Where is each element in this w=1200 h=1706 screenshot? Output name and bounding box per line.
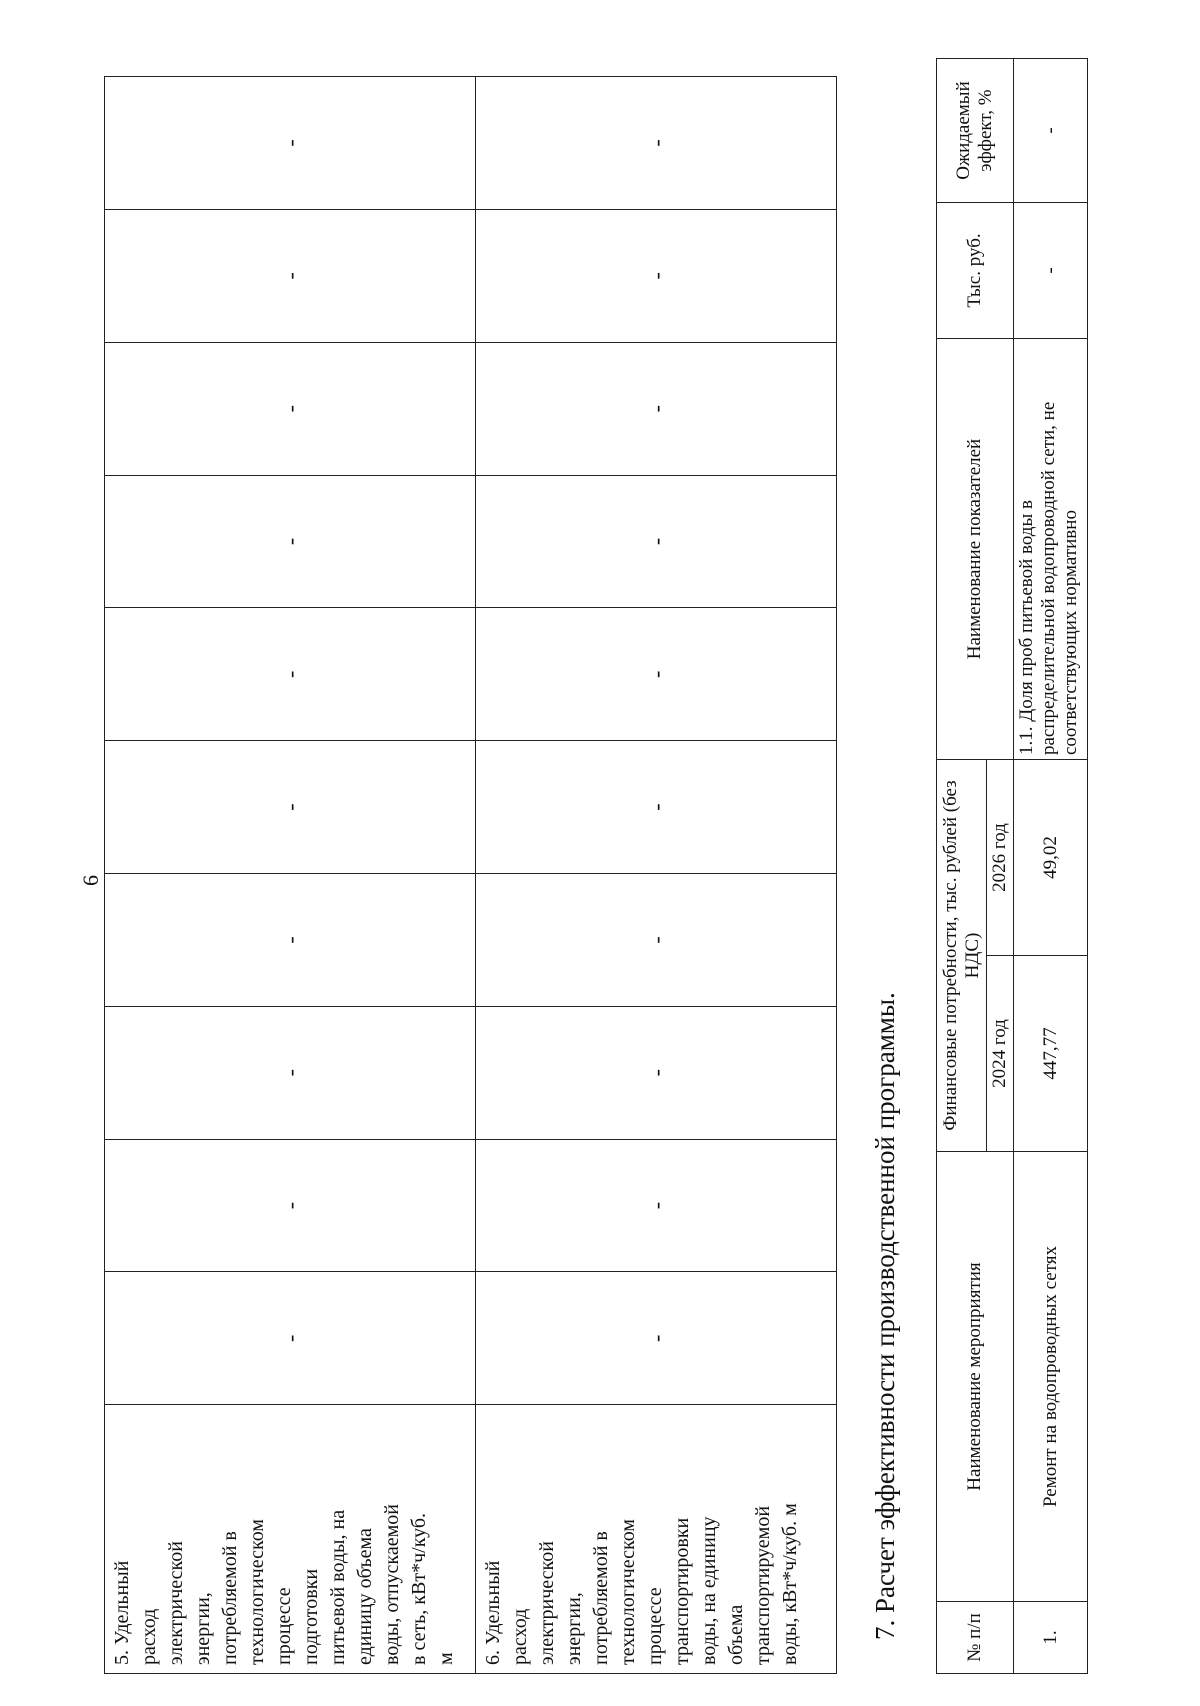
indicator-line: транспортировки — [671, 1517, 693, 1665]
indicator-line: потребляемой в — [219, 1531, 241, 1665]
value-cell: - — [476, 77, 837, 210]
row-measure: Ремонт на водопроводных сетях — [1014, 1152, 1088, 1602]
row-value-2024: 447,77 — [1014, 956, 1088, 1152]
indicator-line: питьевой воды, на — [327, 1509, 349, 1665]
row-effect: - — [1014, 59, 1088, 203]
indicator-line: процессе — [644, 1587, 666, 1665]
indicator-line: воды, на единицу — [698, 1516, 720, 1665]
header-thousand-rub: Тыс. руб. — [937, 203, 1014, 339]
indicator-line: расход — [138, 1608, 160, 1665]
header-finance: Финансовые потребности, тыс. рублей (без НДС) — [937, 760, 987, 1152]
header-year-2026: 2026 год — [987, 760, 1014, 956]
value-cell: - — [105, 1006, 476, 1139]
indicator-line: воды, отпускаемой — [381, 1504, 403, 1665]
value-cell: - — [105, 1272, 476, 1405]
header-num: № п/п — [937, 1602, 1014, 1674]
value-cell: - — [476, 342, 837, 475]
value-cell: - — [476, 1006, 837, 1139]
table-row — [1014, 59, 1088, 1674]
row-num: 1. — [1014, 1602, 1088, 1674]
table-row — [105, 77, 476, 1674]
page-number: 6 — [78, 875, 103, 886]
indicator-line: технологическом — [617, 1519, 639, 1665]
value-cell: - — [105, 741, 476, 874]
value-cell: - — [476, 608, 837, 741]
value-cell: - — [476, 741, 837, 874]
indicator-line: расход — [509, 1608, 531, 1665]
value-cell: - — [105, 77, 476, 210]
header-indicator: Наименование показателей — [937, 339, 1014, 760]
indicator-line: процессе — [273, 1587, 295, 1665]
indicator-line: в сеть, кВт*ч/куб. — [408, 1512, 430, 1665]
value-cell: - — [476, 475, 837, 608]
row-thousand-rub: - — [1014, 203, 1088, 339]
indicator-line: электрической — [165, 1541, 187, 1665]
table-header-row — [937, 59, 987, 1674]
indicator-line: потребляемой в — [590, 1531, 612, 1665]
value-cell: - — [105, 874, 476, 1007]
value-cell: - — [105, 475, 476, 608]
value-cell: - — [105, 342, 476, 475]
row-value-2026: 49,02 — [1014, 760, 1088, 956]
indicator-line: электрической — [536, 1541, 558, 1665]
value-cell: - — [476, 209, 837, 342]
indicator-line: воды, кВт*ч/куб. м — [779, 1503, 801, 1665]
header-effect: Ожидаемый эффект, % — [937, 59, 1014, 203]
value-cell: - — [105, 608, 476, 741]
value-cell: - — [105, 209, 476, 342]
indicator-line: 6. Удельный — [482, 1560, 504, 1665]
value-cell: - — [105, 1139, 476, 1272]
indicator-line: м — [435, 1652, 457, 1665]
header-year-2024: 2024 год — [987, 956, 1014, 1152]
indicator-line: 5. Удельный — [111, 1560, 133, 1665]
indicator-name-cell — [105, 1405, 476, 1674]
table-row — [476, 77, 837, 1674]
indicator-line: транспортируемой — [752, 1505, 774, 1665]
indicators-table — [104, 76, 837, 1674]
indicator-line: единицу объема — [354, 1528, 376, 1665]
indicator-line: энергии, — [192, 1592, 214, 1665]
value-cell: - — [476, 1139, 837, 1272]
header-measure: Наименование мероприятия — [937, 1152, 1014, 1602]
indicator-name-cell — [476, 1405, 837, 1674]
value-cell: - — [476, 1272, 837, 1405]
row-indicator: 1.1. Доля проб питьевой воды в распределительной водопроводной сети, не соответствующих нормативно — [1014, 339, 1088, 760]
section-title: 7. Расчет эффективности производственной программы. — [870, 992, 900, 1640]
value-cell: - — [476, 874, 837, 1007]
indicator-line: подготовки — [300, 1568, 322, 1665]
efficiency-table — [936, 58, 1088, 1674]
indicator-line: технологическом — [246, 1519, 268, 1665]
indicator-line: объема — [725, 1604, 747, 1665]
indicator-line: энергии, — [563, 1592, 585, 1665]
